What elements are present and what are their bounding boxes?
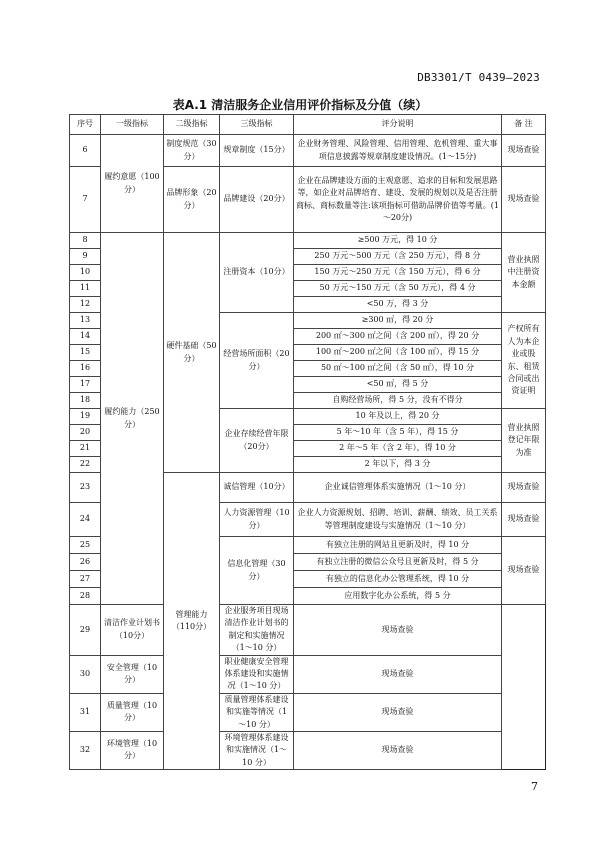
row-number: 10 [70,265,101,281]
scoring-description: <50 ㎡，得 5 分 [294,377,502,393]
scoring-description: 50 万元～150 万元（含 50 万元），得 4 分 [294,281,502,297]
level3-indicator: 企业存续经营年限（20分） [220,409,294,473]
scoring-description: 自购经营场所，得 5 分，没有不得分 [294,393,502,409]
scoring-description: 企业财务管理、风险管理、信用管理、危机管理、重大事项信息披露等规章制度建设情况。(1～15分) [294,135,502,167]
scoring-description: 2 年以下，得 3 分 [294,457,502,473]
row-number: 13 [70,313,101,329]
row-number: 9 [70,249,101,265]
remark: 现场查验 [294,605,502,656]
table-title: 表A.1 清洁服务企业信用评价指标及分值（续） [172,98,428,112]
level2-indicator: 管理能力（110分） [164,473,220,770]
level3-indicator: 规章制度（15分） [220,135,294,167]
scoring-description: 环境管理体系建设和实施情况（1～10 分） [220,731,294,769]
remark: 营业执照中注册资本金额 [502,233,546,313]
table-row [70,135,546,167]
row-number: 18 [70,393,101,409]
level2-indicator: 制度规范（30分） [164,135,220,167]
level3-indicator: 质量管理（10分） [101,693,164,731]
level3-indicator: 品牌建设（20分） [220,167,294,233]
scoring-description: 职业健康安全管理体系建设和实施情况（1～10 分） [220,655,294,693]
scoring-description: 200 ㎡～300 ㎡之间（含 200 ㎡），得 20 分 [294,329,502,345]
row-number: 23 [70,473,101,503]
scoring-description: ≥500 万元，得 10 分 [294,233,502,249]
row-number: 11 [70,281,101,297]
scoring-description: 10 年及以上，得 20 分 [294,409,502,425]
row-number: 19 [70,409,101,425]
level3-indicator: 信息化管理（30分） [220,537,294,605]
level3-indicator: 注册资本（10分） [220,233,294,313]
remark: 现场查验 [502,135,546,167]
table-row [70,693,546,731]
level3-indicator: 诚信管理（10分） [220,473,294,503]
row-number: 28 [70,588,101,605]
level3-indicator: 人力资源管理（10分） [220,503,294,537]
row-number: 30 [70,655,101,693]
scoring-description: 企业服务项目现场清洁作业计划书的制定和实施情况（1～10 分） [220,605,294,656]
level3-indicator: 经营场所面积（20分） [220,313,294,409]
row-number: 27 [70,571,101,588]
scoring-description: 企业诚信管理体系实施情况（1～10 分） [294,473,502,503]
table-row [70,731,546,769]
level3-indicator: 清洁作业计划书（10分） [101,605,164,656]
row-number: 8 [70,233,101,249]
row-number: 29 [70,605,101,656]
scoring-description: 企业在品牌建设方面的主观意愿、追求的目标和发展思路等，如企业对品牌培育、建设、发展的规划以及是否注册商标、商标数量等注:该项指标可借助品牌价值等考量。(1～20分) [294,167,502,233]
column-header: 二级指标 [164,115,220,135]
scoring-description: 应用数字化办公系统，得 5 分 [294,588,502,605]
remark: 产权所有人为本企业或股东、租赁合同或出资证明 [502,313,546,409]
row-number: 21 [70,441,101,457]
remark: 现场查验 [502,473,546,503]
scoring-description: 有独立注册的网站且更新及时，得 10 分 [294,537,502,554]
row-number: 14 [70,329,101,345]
scoring-description: 企业人力资源规划、招聘、培训、薪酬、绩效、员工关系等管理制度建设与实施情况（1～10 分） [294,503,502,537]
credit-evaluation-table [69,114,546,770]
scoring-description: ≥300 ㎡，得 20 分 [294,313,502,329]
scoring-description: 质量管理体系建设和实施等情况（1～10 分） [220,693,294,731]
level1-indicator: 履约能力（250分） [101,233,164,605]
row-number: 31 [70,693,101,731]
row-number: 15 [70,345,101,361]
scoring-description: 50 ㎡～100 ㎡之间（含 50 ㎡），得 10 分 [294,361,502,377]
scoring-description: 2 年～5 年（含 2 年），得 10 分 [294,441,502,457]
column-header: 一级指标 [101,115,164,135]
row-number: 32 [70,731,101,769]
remark: 现场查验 [294,655,502,693]
row-number: 22 [70,457,101,473]
table-row [70,233,546,249]
remark: 现场查验 [502,503,546,537]
table-row [70,605,546,656]
scoring-description: <50 万，得 3 分 [294,297,502,313]
scoring-description: 有独立注册的微信公众号且更新及时，得 5 分 [294,554,502,571]
row-number: 12 [70,297,101,313]
scoring-description: 150 万元～250 万元（含 150 万元），得 6 分 [294,265,502,281]
remark: 现场查验 [294,731,502,769]
row-number: 20 [70,425,101,441]
level2-indicator: 硬件基础（50分） [164,233,220,473]
row-number: 6 [70,135,101,167]
row-number: 16 [70,361,101,377]
scoring-description: 5 年～10 年（含 5 年），得 15 分 [294,425,502,441]
column-header: 序号 [70,115,101,135]
remark: 现场查验 [502,537,546,605]
row-number: 17 [70,377,101,393]
document-code: DB3301/T 0439—2023 [417,71,540,84]
row-number: 25 [70,537,101,554]
remark: 现场查验 [502,167,546,233]
level2-indicator: 品牌形象（20分） [164,167,220,233]
scoring-description: 有独立的信息化办公管理系统，得 10 分 [294,571,502,588]
row-number: 7 [70,167,101,233]
row-number: 26 [70,554,101,571]
scoring-description: 100 ㎡～200 ㎡之间（含 100 ㎡），得 15 分 [294,345,502,361]
scoring-description: 250 万元～500 万元（含 250 万元），得 8 分 [294,249,502,265]
level1-indicator: 履约意愿（100分） [101,135,164,233]
level3-indicator: 环境管理（10分） [101,731,164,769]
remark: 现场查验 [294,693,502,731]
column-header: 三级指标 [220,115,294,135]
row-number: 24 [70,503,101,537]
remark: 营业执照登记年限为准 [502,409,546,473]
level3-indicator: 安全管理（10分） [101,655,164,693]
table-header-row [70,115,546,135]
page-number: 7 [531,780,538,793]
column-header: 备 注 [502,115,546,135]
table-row [70,655,546,693]
column-header: 评分说明 [294,115,502,135]
